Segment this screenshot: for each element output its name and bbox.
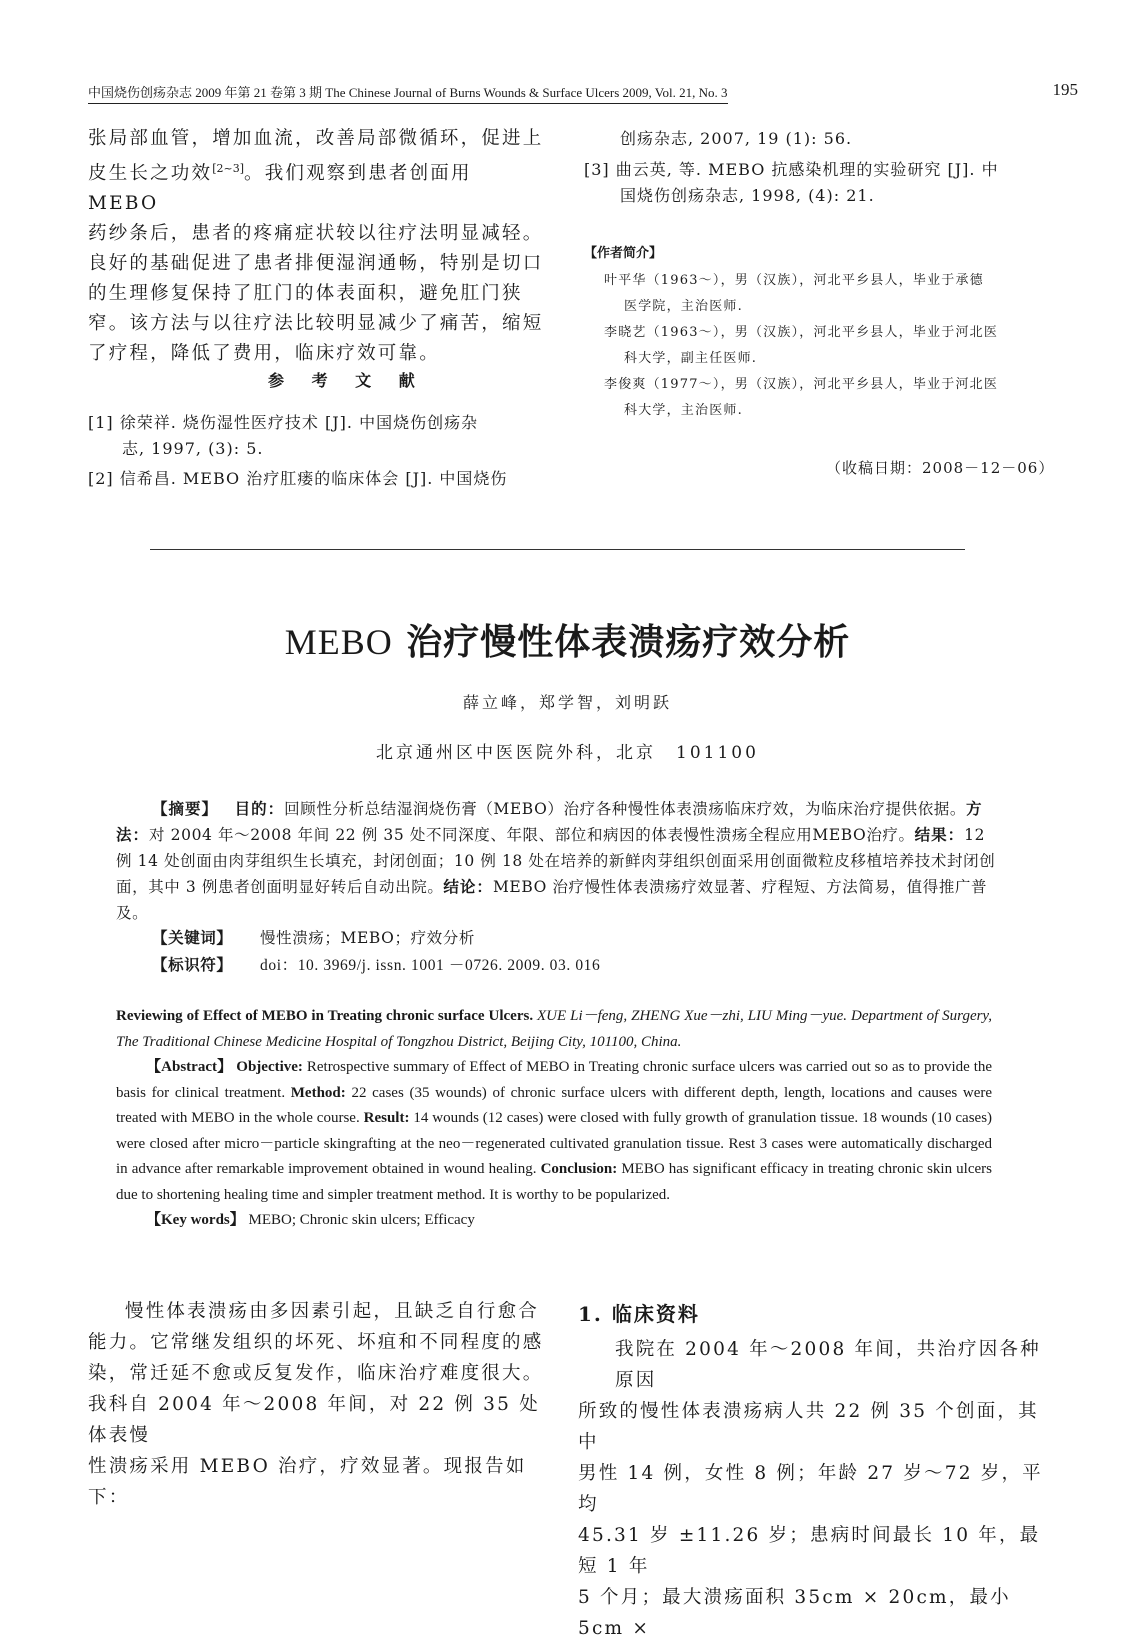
objective-text: 回顾性分析总结湿润烧伤膏（MEBO）治疗各种慢性体表溃疡临床疗效，为临床治疗提供依据。 [284, 800, 966, 818]
article-separator [150, 549, 965, 550]
text-line: 我科自 2004 年～2008 年间，对 22 例 35 处体表慢 [88, 1394, 540, 1446]
prev-article-conclusion [88, 124, 548, 369]
bio-line: 李晓艺（1963～），男（汉族），河北平乡县人，毕业于河北医 [604, 325, 999, 340]
conclusion-text: MEBO 治疗慢性体表溃疡疗效显著、疗程短、方法简易，值得推广普及。 [116, 878, 988, 922]
affiliation: 北京通州区中医医院外科，北京 101100 [376, 743, 759, 763]
citation-superscript: [2~3] [212, 162, 244, 175]
clinical-data-paragraph [578, 1334, 1048, 1644]
reference-line: [3] 曲云英, 等. MEBO 抗感染机理的实验研究 [J]. 中 [584, 160, 999, 179]
doi-text: doi：10. 3969/j. issn. 1001 －0726. 2009. 03. 016 [260, 957, 601, 974]
bio-line: 医学院，主治医师. [624, 299, 743, 314]
method-text: 对 2004 年～2008 年间 22 例 35 处不同深度、年限、部位和病因的体表慢性溃疡全程应用MEBO治疗。 [149, 826, 915, 844]
reference-line: 创疡杂志, 2007, 19 (1): 56. [620, 129, 853, 148]
section-heading-clinical-data: 1. 临床资料 [578, 1302, 700, 1326]
keywords-text: 慢性溃疡；MEBO；疗效分析 [260, 929, 475, 947]
text-line: 染，常迁延不愈或反复发作，临床治疗难度很大。 [88, 1363, 544, 1384]
en-authors: XUE Li－feng, ZHENG Xue－zhi, LIU Ming－yue. [537, 1008, 848, 1024]
reference-line: [2] 信希昌. MEBO 治疗肛瘘的临床体会 [J]. 中国烧伤 [88, 469, 508, 488]
method-label: 方法： [116, 799, 983, 844]
reference-item [88, 466, 548, 492]
en-abstract-label: 【Abstract】 [146, 1059, 233, 1075]
doi-label: 【标识符】 [152, 955, 233, 974]
en-abstract-body [116, 1055, 992, 1208]
text-line: 皮生长之功效[2~3]。我们观察到患者创面用 MEBO [88, 162, 472, 215]
en-method: 22 cases (35 wounds) of chronic surface ulcers with different depth, length, locations and causes were treated with MEBO in the whole course. [116, 1084, 993, 1126]
running-head: 中国烧伤创疡杂志 2009 年第 21 卷第 3 期 The Chinese Journal of Burns Wounds & Surface Ulcers 2009, Vol. 21, No. 3 [88, 82, 728, 104]
cn-doi [116, 953, 996, 975]
en-conclusion-label: Conclusion: [540, 1161, 618, 1177]
text-line: 张局部血管，增加血流，改善局部微循环，促进上 [88, 128, 544, 149]
keywords-label: 【关键词】 [152, 928, 233, 947]
en-objective: Retrospective summary of Effect of MEBO in Treating chronic surface ulcers was carried out so as to provide the basis for clinical treatment. [116, 1059, 993, 1101]
en-result-label: Result: [363, 1110, 410, 1126]
abstract-label: 【摘要】 [152, 799, 219, 818]
page-number: 195 [1052, 80, 1078, 99]
cn-abstract [116, 796, 996, 926]
text-line: 男性 14 例，女性 8 例；年龄 27 岁～72 岁，平均 [578, 1463, 1043, 1515]
text-line: 良好的基础促进了患者排便湿润通畅，特别是切口 [88, 253, 544, 275]
en-affiliation: Department of Surgery, The Traditional Chinese Medicine Hospital of Tongzhou District, Beijing City, 101100, China. [116, 1008, 993, 1050]
text-line: 的生理修复保持了肛门的体表面积，避免肛门狭 [88, 283, 523, 305]
bio-line: 叶平华（1963～），男（汉族），河北平乡县人，毕业于承德 [604, 273, 984, 288]
running-header [88, 80, 1088, 106]
objective-label: 目的： [234, 799, 285, 818]
en-keywords: MEBO; Chronic skin ulcers; Efficacy [248, 1212, 475, 1228]
text-line: 窄。该方法与以往疗法比较明显减少了痛苦，缩短 [88, 313, 544, 335]
text-line: 能力。它常继发组织的坏死、坏疽和不同程度的感 [88, 1332, 544, 1353]
text-line: 所致的慢性体表溃疡病人共 22 例 35 个创面，其中 [578, 1401, 1039, 1453]
en-title-line [116, 1004, 992, 1055]
title-cn: 治疗慢性体表溃疡疗效分析 [406, 621, 851, 663]
en-method-label: Method: [290, 1084, 346, 1101]
references-heading: 参 考 文 献 [268, 371, 426, 390]
bio-line: 科大学，主治医师. [624, 403, 743, 418]
author-bio [604, 372, 1054, 424]
author-bio [604, 268, 1054, 320]
conclusion-label: 结论： [443, 877, 493, 896]
en-keywords-line [116, 1208, 992, 1234]
en-abstract [116, 1004, 992, 1234]
reference-item-continued [584, 126, 1054, 152]
text-line: 性溃疡采用 MEBO 治疗，疗效显著。现报告如下： [88, 1456, 527, 1508]
received-date: （收稿日期：2008－12－06） [826, 459, 1055, 477]
reference-item [584, 157, 1054, 209]
cn-abstract-body [116, 796, 996, 926]
text-line: 药纱条后，患者的疼痛症状较以往疗法明显减轻。 [88, 223, 544, 245]
bio-line: 科大学，副主任医师. [624, 351, 758, 366]
en-title: Reviewing of Effect of MEBO in Treating chronic surface Ulcers. [116, 1008, 534, 1024]
text-line: 慢性体表溃疡由多因素引起，且缺乏自行愈合 [125, 1301, 540, 1322]
author-bio-heading: 【作者简介】 [584, 246, 663, 261]
reference-line: 国烧伤创疡杂志, 1998, (4): 21. [620, 186, 875, 205]
cn-keywords [116, 926, 996, 948]
authors: 薛立峰，郑学智，刘明跃 [462, 693, 672, 712]
title-latin: MEBO [284, 622, 393, 662]
en-result: 14 wounds (12 cases) were closed with fully growth of granulation tissue. 18 wounds (10 cases) were closed after micro－particle skingrafting at the neo－regenerated cultivated granulation tissue. Rest 3 cases were automatically discharged in advance after remarkable improvement obtained in wound healing. [116, 1110, 993, 1177]
article-title [0, 614, 1135, 665]
author-bio [604, 320, 1054, 372]
en-keywords-label: 【Key words】 [146, 1212, 245, 1228]
en-conclusion: MEBO has significant efficacy in treating chronic skin ulcers due to shortening healing time and simpler treatment method. It is worthy to be popularized. [116, 1161, 992, 1203]
reference-line: 志, 1997, (3): 5. [122, 439, 264, 458]
text-line: 45.31 岁 ±11.26 岁；患病时间最长 10 年，最短 1 年 [578, 1525, 1041, 1577]
intro-paragraph [88, 1296, 558, 1513]
result-label: 结果： [914, 825, 965, 844]
result-text: 12 例 14 处创面由肉芽组织生长填充，封闭创面；10 例 18 处在培养的新鲜肉芽组织创面采用创面微粒皮移植培养技术封闭创面，其中 3 例患者创面明显好转后自动出院。 [116, 826, 996, 896]
reference-item [88, 410, 548, 462]
reference-line: [1] 徐荣祥. 烧伤湿性医疗技术 [J]. 中国烧伤创疡杂 [88, 413, 479, 432]
text-line: 我院在 2004 年～2008 年间，共治疗因各种原因 [615, 1339, 1041, 1391]
bio-line: 李俊爽（1977～），男（汉族），河北平乡县人，毕业于河北医 [604, 377, 999, 392]
en-objective-label: Objective: [236, 1059, 303, 1075]
text-line: 了疗程，降低了费用，临床疗效可靠。 [88, 343, 440, 365]
text-line: 5 个月；最大溃疡面积 35cm × 20cm，最小 5cm × [578, 1587, 1011, 1639]
